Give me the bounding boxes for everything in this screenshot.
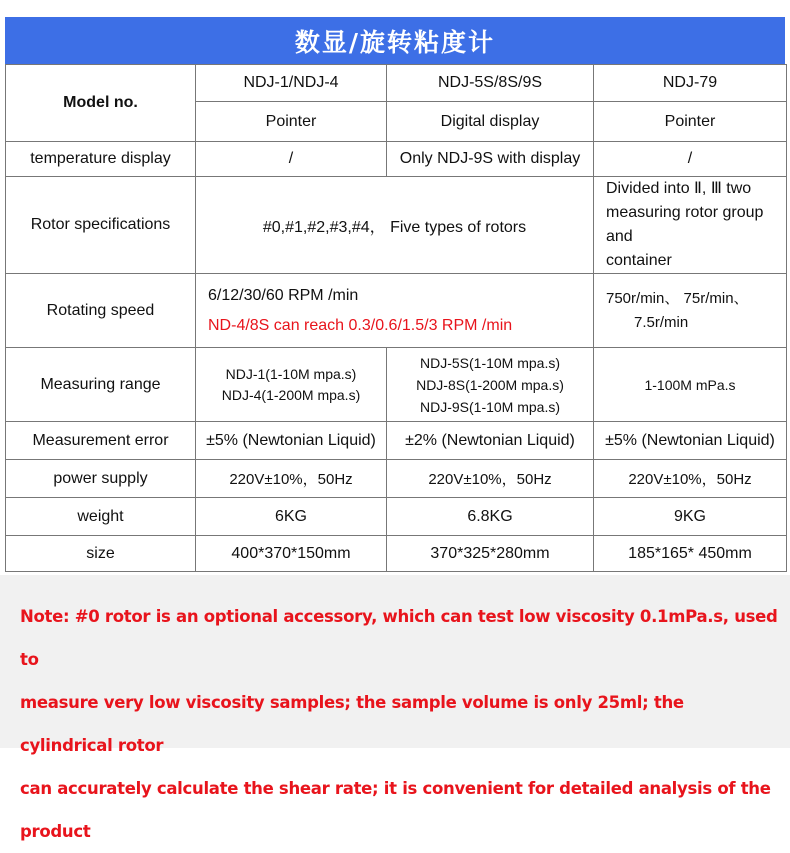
table-cell: 370*325*280mm <box>387 536 594 572</box>
table-cell <box>196 274 594 348</box>
table-row <box>6 274 787 348</box>
row-label: Measurement error <box>6 422 196 460</box>
table-cell: / <box>196 142 387 177</box>
row-label: Rotating speed <box>6 274 196 348</box>
table-cell: 185*165* 450mm <box>594 536 787 572</box>
cell-line: NDJ-4(1-200M mpa.s) <box>221 386 361 403</box>
row-label: Measuring range <box>6 348 196 422</box>
table-cell: Only NDJ-9S with display <box>387 142 594 177</box>
note-line: measure very low viscosity samples; the sample volume is only 25ml; the cylindrical rotor <box>20 693 684 755</box>
cell-line: Divided into Ⅱ, Ⅲ two <box>606 180 752 197</box>
table-cell: 1-100M mPa.s <box>594 348 787 422</box>
note-text <box>20 595 780 853</box>
table-cell <box>387 348 594 422</box>
table-row <box>6 422 787 460</box>
title-banner <box>5 17 785 64</box>
cell-line: container <box>606 252 672 269</box>
model-name: NDJ-5S/8S/9S <box>387 65 594 102</box>
table-row <box>6 498 787 536</box>
table-cell: 220V±10%，50Hz <box>196 460 387 498</box>
row-label: power supply <box>6 460 196 498</box>
table-cell <box>196 348 387 422</box>
display-type: Pointer <box>196 102 387 142</box>
table-cell <box>594 177 787 274</box>
table-row <box>6 536 787 572</box>
note-line: Note: #0 rotor is an optional accessory, which can test low viscosity 0.1mPa.s, used to <box>20 607 778 669</box>
cell-line: 6/12/30/60 RPM /min <box>208 286 359 304</box>
cell-line: NDJ-9S(1-10M mpa.s) <box>419 398 561 415</box>
table-cell: ±5% (Newtonian Liquid) <box>594 422 787 460</box>
cell-line: measuring rotor group and <box>606 204 764 245</box>
table-cell: 6KG <box>196 498 387 536</box>
cell-line: NDJ-5S(1-10M mpa.s) <box>419 354 561 371</box>
table-row <box>6 142 787 177</box>
table-row <box>6 348 787 422</box>
row-label: Rotor specifications <box>6 177 196 274</box>
model-name: NDJ-79 <box>594 65 787 102</box>
table-cell: 400*370*150mm <box>196 536 387 572</box>
table-row <box>6 177 787 274</box>
row-label: size <box>6 536 196 572</box>
table-cell: / <box>594 142 787 177</box>
table-cell: 9KG <box>594 498 787 536</box>
cell-line: 750r/min、 75r/min、 <box>606 289 749 307</box>
cell-line: NDJ-8S(1-200M mpa.s) <box>416 376 564 393</box>
spec-table <box>5 64 787 572</box>
display-type: Pointer <box>594 102 787 142</box>
model-name: NDJ-1/NDJ-4 <box>196 65 387 102</box>
table-cell: ±5% (Newtonian Liquid) <box>196 422 387 460</box>
table-cell: 220V±10%，50Hz <box>594 460 787 498</box>
table-cell <box>594 274 787 348</box>
model-label: Model no. <box>6 65 196 142</box>
table-row <box>6 65 787 102</box>
display-type: Digital display <box>387 102 594 142</box>
table-cell: 220V±10%，50Hz <box>387 460 594 498</box>
row-label: weight <box>6 498 196 536</box>
table-row <box>6 460 787 498</box>
table-cell: ±2% (Newtonian Liquid) <box>387 422 594 460</box>
page-title: 数显/旋转粘度计 <box>294 27 496 57</box>
speed-note: ND-4/8S can reach 0.3/0.6/1.5/3 RPM /min <box>208 316 513 334</box>
table-cell: #0,#1,#2,#3,#4， Five types of rotors <box>196 177 594 274</box>
note-line: can accurately calculate the shear rate; it is convenient for detailed analysis of the product <box>20 779 771 841</box>
table-cell: 6.8KG <box>387 498 594 536</box>
cell-line: NDJ-1(1-10M mpa.s) <box>225 365 357 382</box>
cell-line: 7.5r/min <box>634 313 689 331</box>
row-label: temperature display <box>6 142 196 177</box>
